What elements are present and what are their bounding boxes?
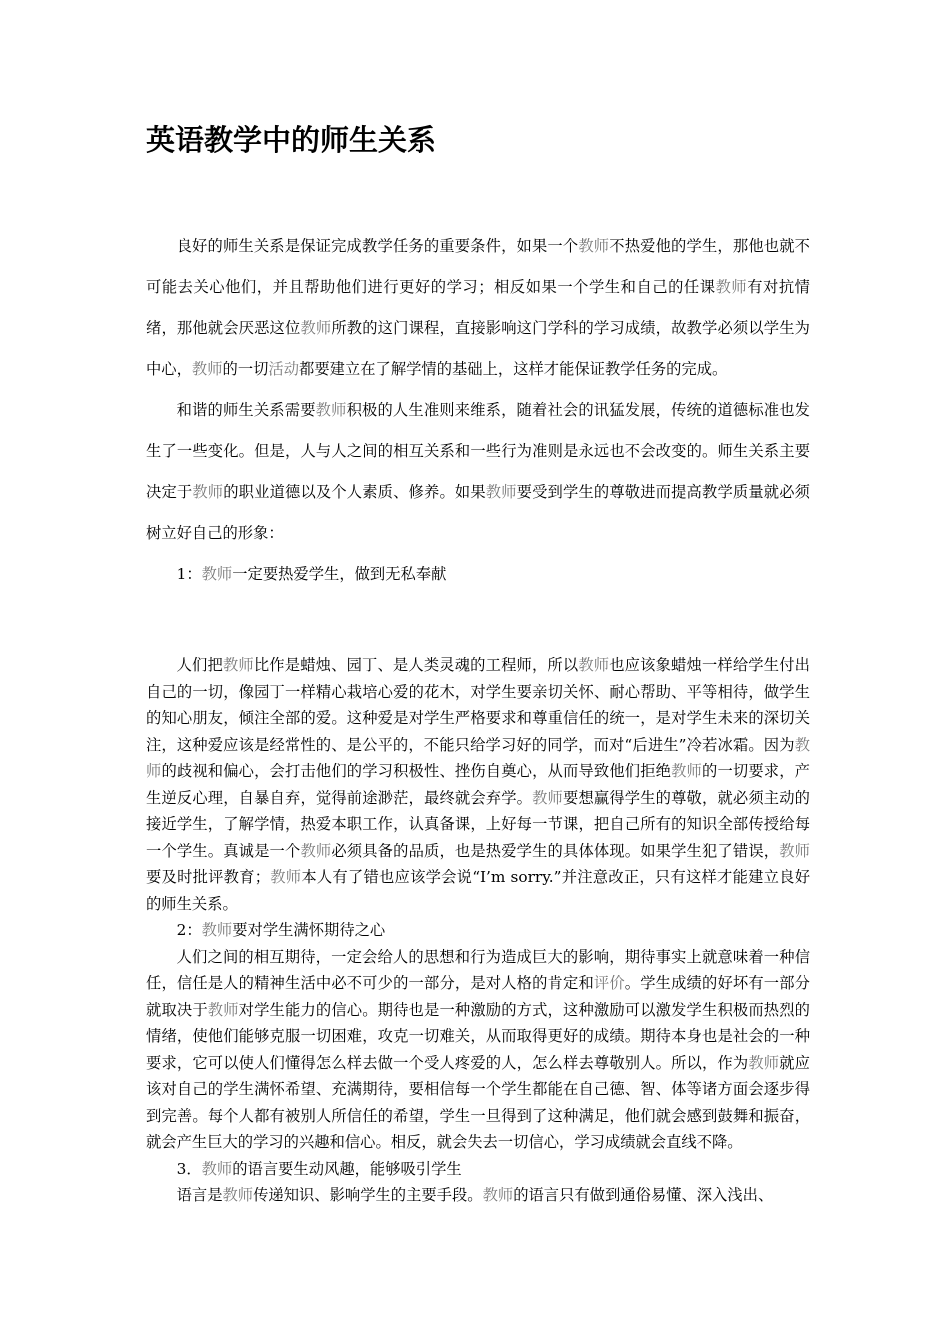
paragraph-text: 3． (176, 1159, 202, 1178)
keyword-link[interactable]: 评价 (593, 974, 625, 992)
paragraph (146, 554, 810, 595)
paragraph (146, 652, 810, 917)
keyword-link[interactable]: 教师 (315, 401, 347, 419)
keyword-link[interactable]: 教师 (207, 1000, 239, 1019)
paragraph-text: 有对抗情绪，那他就会厌恶这位 (146, 278, 810, 337)
keyword-link[interactable]: 教师 (192, 483, 224, 501)
paragraph-text: 的一切要求，产生逆反心理，自暴自弃，觉得前途渺茫，最终就会弃学。 (146, 762, 810, 807)
document-title: 英语教学中的师生关系 (146, 123, 437, 157)
keyword-link[interactable]: 教师 (578, 656, 610, 674)
keyword-link[interactable]: 教师 (222, 1186, 254, 1204)
body-section-top (146, 226, 810, 595)
paragraph-text: 本人有了错也应该学会说“I’m sorry.”并注意改正，只有这样才能建立良好的师生关系。 (146, 868, 810, 913)
keyword-link[interactable]: 教师 (671, 762, 702, 780)
paragraph-text: 的歧视和偏心，会打击他们的学习积极性、挫伤自奠心，从而导致他们拒绝 (161, 762, 672, 780)
paragraph-text: 的语言要生动风趣，能够吸引学生 (232, 1159, 462, 1178)
paragraph-text: 要受到学生的尊敬进而提高教学质量就必须树立好自己的形象： (146, 483, 810, 542)
keyword-link[interactable]: 教师 (532, 788, 563, 807)
keyword-link[interactable]: 教师 (270, 868, 302, 886)
keyword-link[interactable]: 教师 (485, 483, 517, 501)
paragraph (146, 226, 810, 390)
keyword-link[interactable]: 教师 (191, 360, 223, 378)
paragraph-text: 都要建立在了解学情的基础上，这样才能保证教学任务的完成。 (299, 360, 728, 378)
keyword-link[interactable]: 教师 (748, 1053, 780, 1072)
paragraph (146, 917, 810, 944)
body-section-bottom (146, 652, 810, 1209)
paragraph-text: 的语言只有做到通俗易懂、深入浅出、 (513, 1186, 774, 1204)
paragraph (146, 1182, 810, 1209)
paragraph (146, 1156, 810, 1183)
paragraph-text: 一定要热爱学生，做到无私奉献 (232, 565, 447, 583)
keyword-link[interactable]: 教师 (201, 565, 233, 583)
paragraph (146, 390, 810, 554)
paragraph-text: 要对学生满怀期待之心 (232, 921, 386, 939)
keyword-link[interactable]: 教师 (222, 656, 254, 674)
keyword-link[interactable]: 教师 (482, 1186, 514, 1204)
paragraph-text: 1： (176, 565, 202, 583)
paragraph-text: 也应该象蜡烛一样给学生付出自己的一切，像园丁一样精心栽培心爱的花木，对学生要亲切关怀、耐心帮助、平等相待，做学生的知心朋友，倾注全部的爱。这种爱是对学生严格要求和尊重信任的统一，是对学生未来的深切关注，这种爱应该是经常性的、是公平的，不能只给学习好的同学，而对“后进生”冷若冰霜。因为 (146, 656, 810, 754)
keyword-link[interactable]: 教师 (201, 921, 233, 939)
paragraph-text: 要想赢得学生的尊敬，就必须主动的接近学生，了解学情，热爱本职工作，认真备课，上好每一节课，把自己所有的知识全部传授给每一个学生。真诚是一个 (146, 788, 810, 860)
keyword-link[interactable]: 教师 (300, 841, 332, 860)
paragraph-text: 就应该对自己的学生满怀希望、充满期待，要相信每一个学生都能在自己德、智、体等诸方面会逐步得到完善。每个人都有被别人所信任的希望，学生一旦得到了这种满足，他们就会感到鼓舞和振奋，就会产生巨大的学习的兴趣和信心。相反，就会失去一切信心，学习成绩就会直线不降。 (146, 1053, 810, 1151)
paragraph-text: 积极的人生准则来维系，随着社会的讯猛发展，传统的道德标准也发生了一些变化。但是，人与人之间的相互关系和一些行为准则是永远也不会改变的。师生关系主要决定于 (146, 401, 810, 501)
paragraph-text: 语言是 (176, 1186, 223, 1204)
paragraph-text: 良好的师生关系是保证完成教学任务的重要条件，如果一个 (176, 237, 579, 255)
keyword-link[interactable]: 教师 (300, 319, 332, 337)
paragraph-text: 人们之间的相互期待，一定会给人的思想和行为造成巨大的影响，期待事实上就意味着一种信任，信任是人的精神生活中必不可少的一部分，是对人格的肯定和 (146, 947, 810, 992)
paragraph-text: 的职业道德以及个人素质、修养。如果 (223, 483, 486, 501)
paragraph-text: 的一切 (222, 360, 269, 378)
keyword-link[interactable]: 教师 (201, 1159, 233, 1178)
keyword-link[interactable]: 教师 (715, 278, 748, 296)
paragraph-text: 2： (176, 921, 202, 939)
paragraph-text: 人们把 (176, 656, 223, 674)
paragraph-text: 传递知识、影响学生的主要手段。 (253, 1186, 483, 1204)
keyword-link[interactable]: 教师 (578, 237, 610, 255)
paragraph-text: 和谐的师生关系需要 (176, 401, 316, 419)
paragraph-text: 所教的这门课程，直接影响这门学科的学习成绩，故教学必须以学生为中心， (146, 319, 810, 378)
paragraph-text: 比作是蜡烛、园丁、是人类灵魂的工程师，所以 (253, 656, 579, 674)
paragraph-text: 不热爱他的学生，那他也就不可能去关心他们，并且帮助他们进行更好的学习；相反如果一个学生和自己的任课 (146, 237, 810, 296)
paragraph-text: 要及时批评教育； (146, 868, 271, 886)
paragraph-text: 必须具备的品质，也是热爱学生的具体体现。如果学生犯了错误， (331, 841, 780, 860)
paragraph (146, 944, 810, 1156)
paragraph-text: 。学生成绩的好坏有一部分就取决于 (146, 974, 810, 1019)
keyword-link[interactable]: 教师 (779, 841, 810, 860)
keyword-link[interactable]: 教师 (146, 735, 810, 780)
keyword-link[interactable]: 活动 (268, 360, 300, 378)
paragraph-text: 对学生能力的信心。期待也是一种激励的方式，这种激励可以激发学生积极而热烈的情绪，使他们能够克服一切困难，攻克一切难关，从而取得更好的成绩。期待本身也是社会的一种要求，它可以使人们懂得怎么样去做一个受人疼爱的人，怎么样去尊敬别人。所以，作为 (146, 1000, 810, 1072)
